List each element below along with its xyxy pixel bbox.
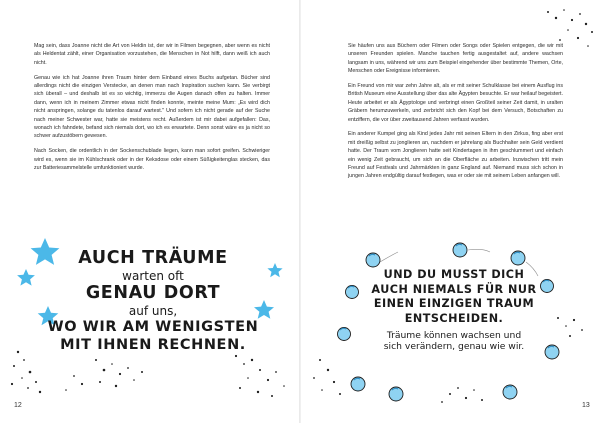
quote-line: warten oft [122, 269, 184, 283]
left-paragraph: Nach Socken, die ordentlich in der Sockenschublade liegen, kann man sofort greifen. Schwieriger wird es, wenn sie im Kühlschrank oder in der Keksdose oder einem Süßigkeitenglas stecken, das zur Batteriesammelstelle umfunktioniert wurde. [34, 148, 270, 172]
quote-line: AUCH NIEMALS FÜR NUR [371, 282, 537, 296]
book-gutter [299, 0, 301, 423]
quote-line: ENTSCHEIDEN. [404, 311, 504, 325]
right-pull-quote [356, 268, 552, 352]
left-pull-quote [40, 248, 266, 354]
left-paragraph: Mag sein, dass Joanne nicht die Art von Heldin ist, der wir in Filmen begegnen, aber wenn es nicht als Heldentat zählt, einer Organisation vorzustehen, die Menschen in Not hilft, dann weiß ich auch nicht. [34, 43, 270, 66]
star-icon [17, 269, 35, 286]
right-page [300, 0, 600, 423]
right-paragraph: Sie häufen uns aus Büchern oder Filmen oder Songs oder Spielen entgegen, die wir mit unseren Freunden spielen. Manche tauchen fertig ausgestaltet auf, andere wachsen langsam in uns, während wir uns zum Beispiel eingehender über bestimmte Themen, Orte, Menschen oder Ereignisse informieren. [348, 43, 563, 75]
quote-line: AUCH TRÄUME [78, 248, 228, 268]
right-paragraph: Ein Freund von mir war zehn Jahre alt, als er mit seiner Schulklasse bei einem Ausflug ins British Museum eine Ausstellung über das alte Ägypten besuchte. Er war heilauf begeistert. Heute arbeitet er als Ägyptologe und verbringt einen Großteil seiner Zeit damit, in uralten Gräbern herumzuwerkeln, und zerbricht sich den Kopf bei dem Versuch, Botschaften zu entziffern, die vor über zweitausend Jahren verfasst wurden. [348, 83, 563, 123]
quote-line: GENAU DORT [85, 283, 221, 303]
right-paragraph: Ein anderer Kumpel ging als Kind jedes Jahr mit seinen Eltern in den Zirkus, fing aber erst mit dreißig selbst zu jonglieren an, nachdem er jahrelang als Buchhalter sein Geld verdient hatte. Der Traum vom Jonglieren hatte seit Kindertagen in ihm geschlummert und einfach ein wenig Zeit gebraucht, um sich an die Oberfläche zu arbeiten. Inzwischen tritt mein Freund auf Festivals und Jahrmärkten in ganz England auf. Niemand muss sich schon in jungen Jahren endgültig darauf festlegen, was er oder sie mit seinem Leben anfangen will. [348, 131, 563, 180]
right-decoration [300, 0, 600, 423]
star-icon [267, 263, 282, 277]
quote-line: MIT IHNEN RECHNEN. [60, 337, 246, 353]
quote-line: UND DU MUSST DICH [383, 268, 525, 281]
quote-line: WO WIR AM WENIGSTEN [47, 319, 259, 335]
quote-line: EINEN EINZIGEN TRAUM [373, 297, 535, 310]
quote-line: Träume können wachsen und [386, 330, 522, 341]
page-number: 13 [582, 402, 590, 409]
page-number: 12 [14, 402, 22, 409]
quote-line: sich verändern, genau wie wir. [383, 341, 525, 352]
left-paragraph: Genau wie ich hat Joanne ihren Traum hinter dem Einband eines Buchs aufgetan. Bücher sind allerdings nicht die einzigen Verstecke, an denen man nach Inspiration suchen kann. Sie verbirgt sich überall – und deshalb ist es so wichtig, immerzu die Augen danach offen zu halten. Immer dann, wenn ich in meinem Zimmer etwas nicht finden konnte, meinte meine Mum: „Es wird dich nicht anspringen, solange du tatenlos darauf wartest." Und sofern ich nicht gerade auf der Suche nach meiner Schwester war, hatte sie meistens recht. Außerdem ist mir dabei aufgefallen: Das, wonach ich fahndete, befand sich niemals dort, wo ich es erwartete. Denn sonst wäre es ja nicht so schwer aufzustöbern gewesen. [34, 74, 270, 140]
dot-speckle-icon [11, 351, 285, 397]
quote-line: auf uns, [128, 304, 178, 318]
